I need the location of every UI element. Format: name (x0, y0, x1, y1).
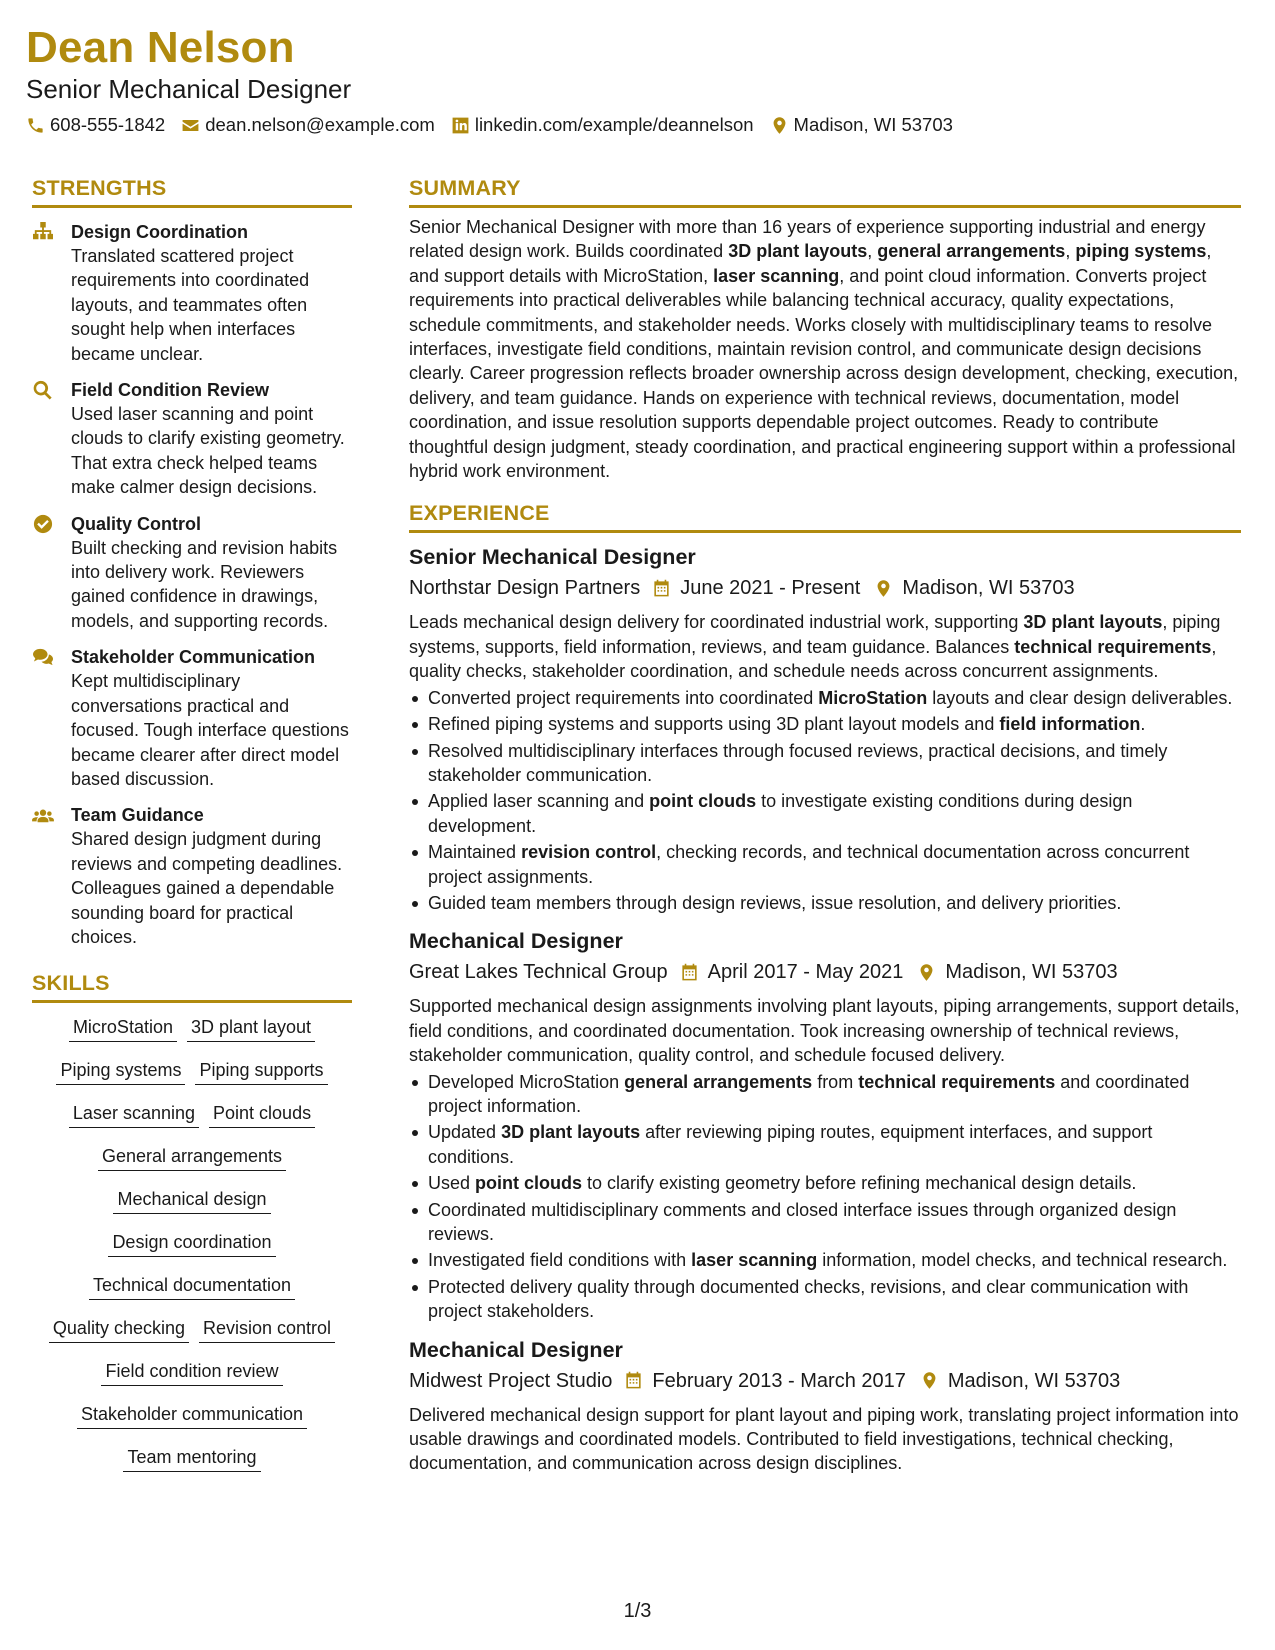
skill-tag: Design coordination (108, 1230, 275, 1257)
contact-phone (26, 114, 165, 136)
bullet-item: Refined piping systems and supports using 3D plant layout models and field information. (409, 712, 1241, 736)
strengths-divider (32, 205, 352, 208)
strength-item (32, 645, 352, 791)
strength-description: Translated scattered project requirements into coordinated layouts, and teammates often sought help when interfaces became unclear. (71, 246, 310, 364)
contact-bar (26, 112, 969, 138)
phone-icon (26, 116, 45, 135)
bullet-item: Investigated field conditions with laser scanning information, model checks, and technical research. (409, 1248, 1241, 1272)
job-dates: February 2013 - March 2017 (652, 1369, 906, 1392)
strength-title: Quality Control (71, 513, 201, 534)
map-pin-icon (917, 963, 936, 982)
skill-tag: Stakeholder communication (77, 1402, 307, 1429)
calendar-icon (624, 1371, 643, 1390)
skill-row (32, 1445, 352, 1472)
skill-row (32, 1058, 352, 1085)
skill-tag: 3D plant layout (187, 1015, 315, 1042)
right-column (409, 174, 1241, 1476)
experience-heading: EXPERIENCE (409, 501, 550, 526)
linkedin-text: linkedin.com/example/deannelson (474, 114, 754, 135)
calendar-icon (652, 579, 671, 598)
strength-title: Field Condition Review (71, 380, 270, 401)
skills-list (32, 1015, 352, 1472)
strength-description: Used laser scanning and point clouds to clarify existing geometry. That extra check helped teams make calmer design decisions. (71, 404, 345, 498)
summary-divider (409, 205, 1241, 208)
map-pin-icon (920, 1371, 939, 1390)
search-icon (32, 380, 54, 400)
skill-row (32, 1273, 352, 1300)
job-meta (409, 1367, 1241, 1395)
skill-tag: Laser scanning (69, 1101, 199, 1128)
job-meta (409, 574, 1241, 602)
location-text: Madison, WI 53703 (793, 114, 953, 135)
skill-tag: Technical documentation (89, 1273, 295, 1300)
job-entry (409, 927, 1241, 1323)
skill-tag: Field condition review (101, 1359, 282, 1386)
strength-item (32, 803, 352, 949)
contact-email[interactable] (181, 114, 435, 136)
left-column (32, 174, 352, 1472)
skill-tag: Revision control (199, 1316, 335, 1343)
skill-row (32, 1101, 352, 1128)
email-text: dean.nelson@example.com (205, 114, 435, 135)
check-circle-icon (32, 514, 54, 534)
bullet-item: Guided team members through design reviews, issue resolution, and delivery priorities. (409, 891, 1241, 915)
envelope-icon (181, 116, 200, 135)
job-summary: Supported mechanical design assignments involving plant layouts, piping arrangements, support details, field conditions, and coordinated documentation. Took increasing ownership of technical reviews, stakeholder communication, quality control, and schedule focused delivery. (409, 996, 1240, 1066)
strength-description: Shared design judgment during reviews and competing deadlines. Colleagues gained a dependable sounding board for practical choices. (71, 829, 343, 947)
strengths-heading: STRENGTHS (32, 176, 167, 200)
candidate-title: Senior Mechanical Designer (26, 74, 352, 104)
bullet-item: Developed MicroStation general arrangements from technical requirements and coordinated project information. (409, 1070, 1241, 1119)
contact-linkedin[interactable] (451, 114, 754, 136)
strength-title: Design Coordination (71, 222, 248, 242)
comments-icon (32, 647, 54, 667)
bullet-item: Maintained revision control, checking records, and technical documentation across concurrent project assignments. (409, 840, 1241, 889)
skill-row (32, 1187, 352, 1214)
strength-item (32, 378, 352, 500)
skill-row (32, 1230, 352, 1257)
job-title: Mechanical Designer (409, 1337, 623, 1362)
skill-row (32, 1402, 352, 1429)
skill-tag: Team mentoring (123, 1445, 260, 1472)
contact-location (770, 114, 953, 136)
job-dates: June 2021 - Present (680, 577, 861, 600)
skill-tag: MicroStation (69, 1015, 177, 1042)
skill-tag: Quality checking (49, 1316, 189, 1343)
bullet-item: Applied laser scanning and point clouds to investigate existing conditions during design development. (409, 789, 1241, 838)
candidate-name: Dean Nelson (26, 23, 295, 72)
job-bullets (409, 1070, 1241, 1324)
phone-text: 608-555-1842 (50, 114, 166, 135)
job-summary: Delivered mechanical design support for plant layout and piping work, translating project information into usable drawings and coordinated models. Contributed to field investigations, technical checking, documentation, and communication across design disciplines. (409, 1404, 1239, 1474)
strength-description: Built checking and revision habits into delivery work. Reviewers gained confidence in drawings, models, and supporting records. (71, 537, 338, 631)
skill-tag: General arrangements (98, 1144, 286, 1171)
map-pin-icon (874, 579, 893, 598)
summary-heading: SUMMARY (409, 176, 521, 200)
job-company: Northstar Design Partners (409, 577, 641, 600)
sitemap-icon (32, 222, 54, 242)
job-entry (409, 1336, 1241, 1476)
job-bullets (409, 686, 1241, 916)
skill-row (32, 1144, 352, 1171)
job-title: Senior Mechanical Designer (409, 545, 696, 570)
strength-description: Kept multidisciplinary conversations practical and focused. Tough interface questions became clearer after direct model based discussion. (71, 671, 349, 789)
strength-title: Stakeholder Communication (71, 647, 316, 668)
users-icon (32, 805, 54, 825)
skill-row (32, 1359, 352, 1386)
job-location: Madison, WI 53703 (902, 577, 1075, 600)
strength-item (32, 512, 352, 634)
calendar-icon (680, 963, 699, 982)
skill-tag: Mechanical design (113, 1187, 270, 1214)
skills-divider (32, 1000, 352, 1003)
job-company: Midwest Project Studio (409, 1369, 613, 1392)
skill-row (32, 1015, 352, 1042)
job-company: Great Lakes Technical Group (409, 961, 668, 984)
job-title: Mechanical Designer (409, 929, 623, 954)
job-location: Madison, WI 53703 (947, 1369, 1121, 1392)
skill-tag: Piping systems (56, 1058, 185, 1085)
strength-title: Team Guidance (71, 805, 204, 826)
summary-text: Senior Mechanical Designer with more than 16 years of experience supporting industrial and energy related design work. Builds coordinated 3D plant layouts, general arrangements, piping systems, and support details with MicroStation, laser scanning, and point cloud information. Converts project requirements into practical deliverables while balancing technical accuracy, quality expectations, schedule commitments, and stakeholder needs. Works closely with multidisciplinary teams to resolve interfaces, investigate field conditions, maintain revision control, and communicate design decisions clearly. Career progression reflects broader ownership across design development, checking, execution, delivery, and team guidance. Hands on experience with technical reviews, documentation, model coordination, and issue resolution supports dependable project outcomes. Ready to contribute thoughtful design judgment, steady coordination, and practical engineering support within a professional hybrid work environment. (409, 217, 1239, 482)
job-summary: Leads mechanical design delivery for coordinated industrial work, supporting 3D plant layouts, piping systems, supports, field information, reviews, and team guidance. Balances technical requirements, quality checks, stakeholder coordination, and schedule needs across concurrent assignments. (409, 612, 1221, 682)
job-meta (409, 958, 1241, 986)
skill-tag: Point clouds (209, 1101, 315, 1128)
linkedin-icon (451, 116, 470, 135)
experience-divider (409, 530, 1241, 533)
map-pin-icon (770, 116, 789, 135)
skills-heading: SKILLS (32, 971, 110, 996)
bullet-item: Converted project requirements into coordinated MicroStation layouts and clear design deliverables. (409, 686, 1241, 710)
job-location: Madison, WI 53703 (945, 961, 1118, 984)
strength-item (32, 220, 352, 366)
bullet-item: Coordinated multidisciplinary comments and closed interface issues through organized design reviews. (409, 1198, 1241, 1247)
job-dates: April 2017 - May 2021 (707, 961, 904, 984)
skill-row (32, 1316, 352, 1343)
skill-tag: Piping supports (195, 1058, 327, 1085)
bullet-item: Resolved multidisciplinary interfaces through focused reviews, practical decisions, and timely stakeholder communication. (409, 739, 1241, 788)
bullet-item: Used point clouds to clarify existing geometry before refining mechanical design details. (409, 1171, 1241, 1195)
job-entry (409, 543, 1241, 915)
page-number: 1/3 (623, 1600, 652, 1622)
bullet-item: Updated 3D plant layouts after reviewing piping routes, equipment interfaces, and support conditions. (409, 1120, 1241, 1169)
bullet-item: Protected delivery quality through documented checks, revisions, and clear communication with project stakeholders. (409, 1275, 1241, 1324)
